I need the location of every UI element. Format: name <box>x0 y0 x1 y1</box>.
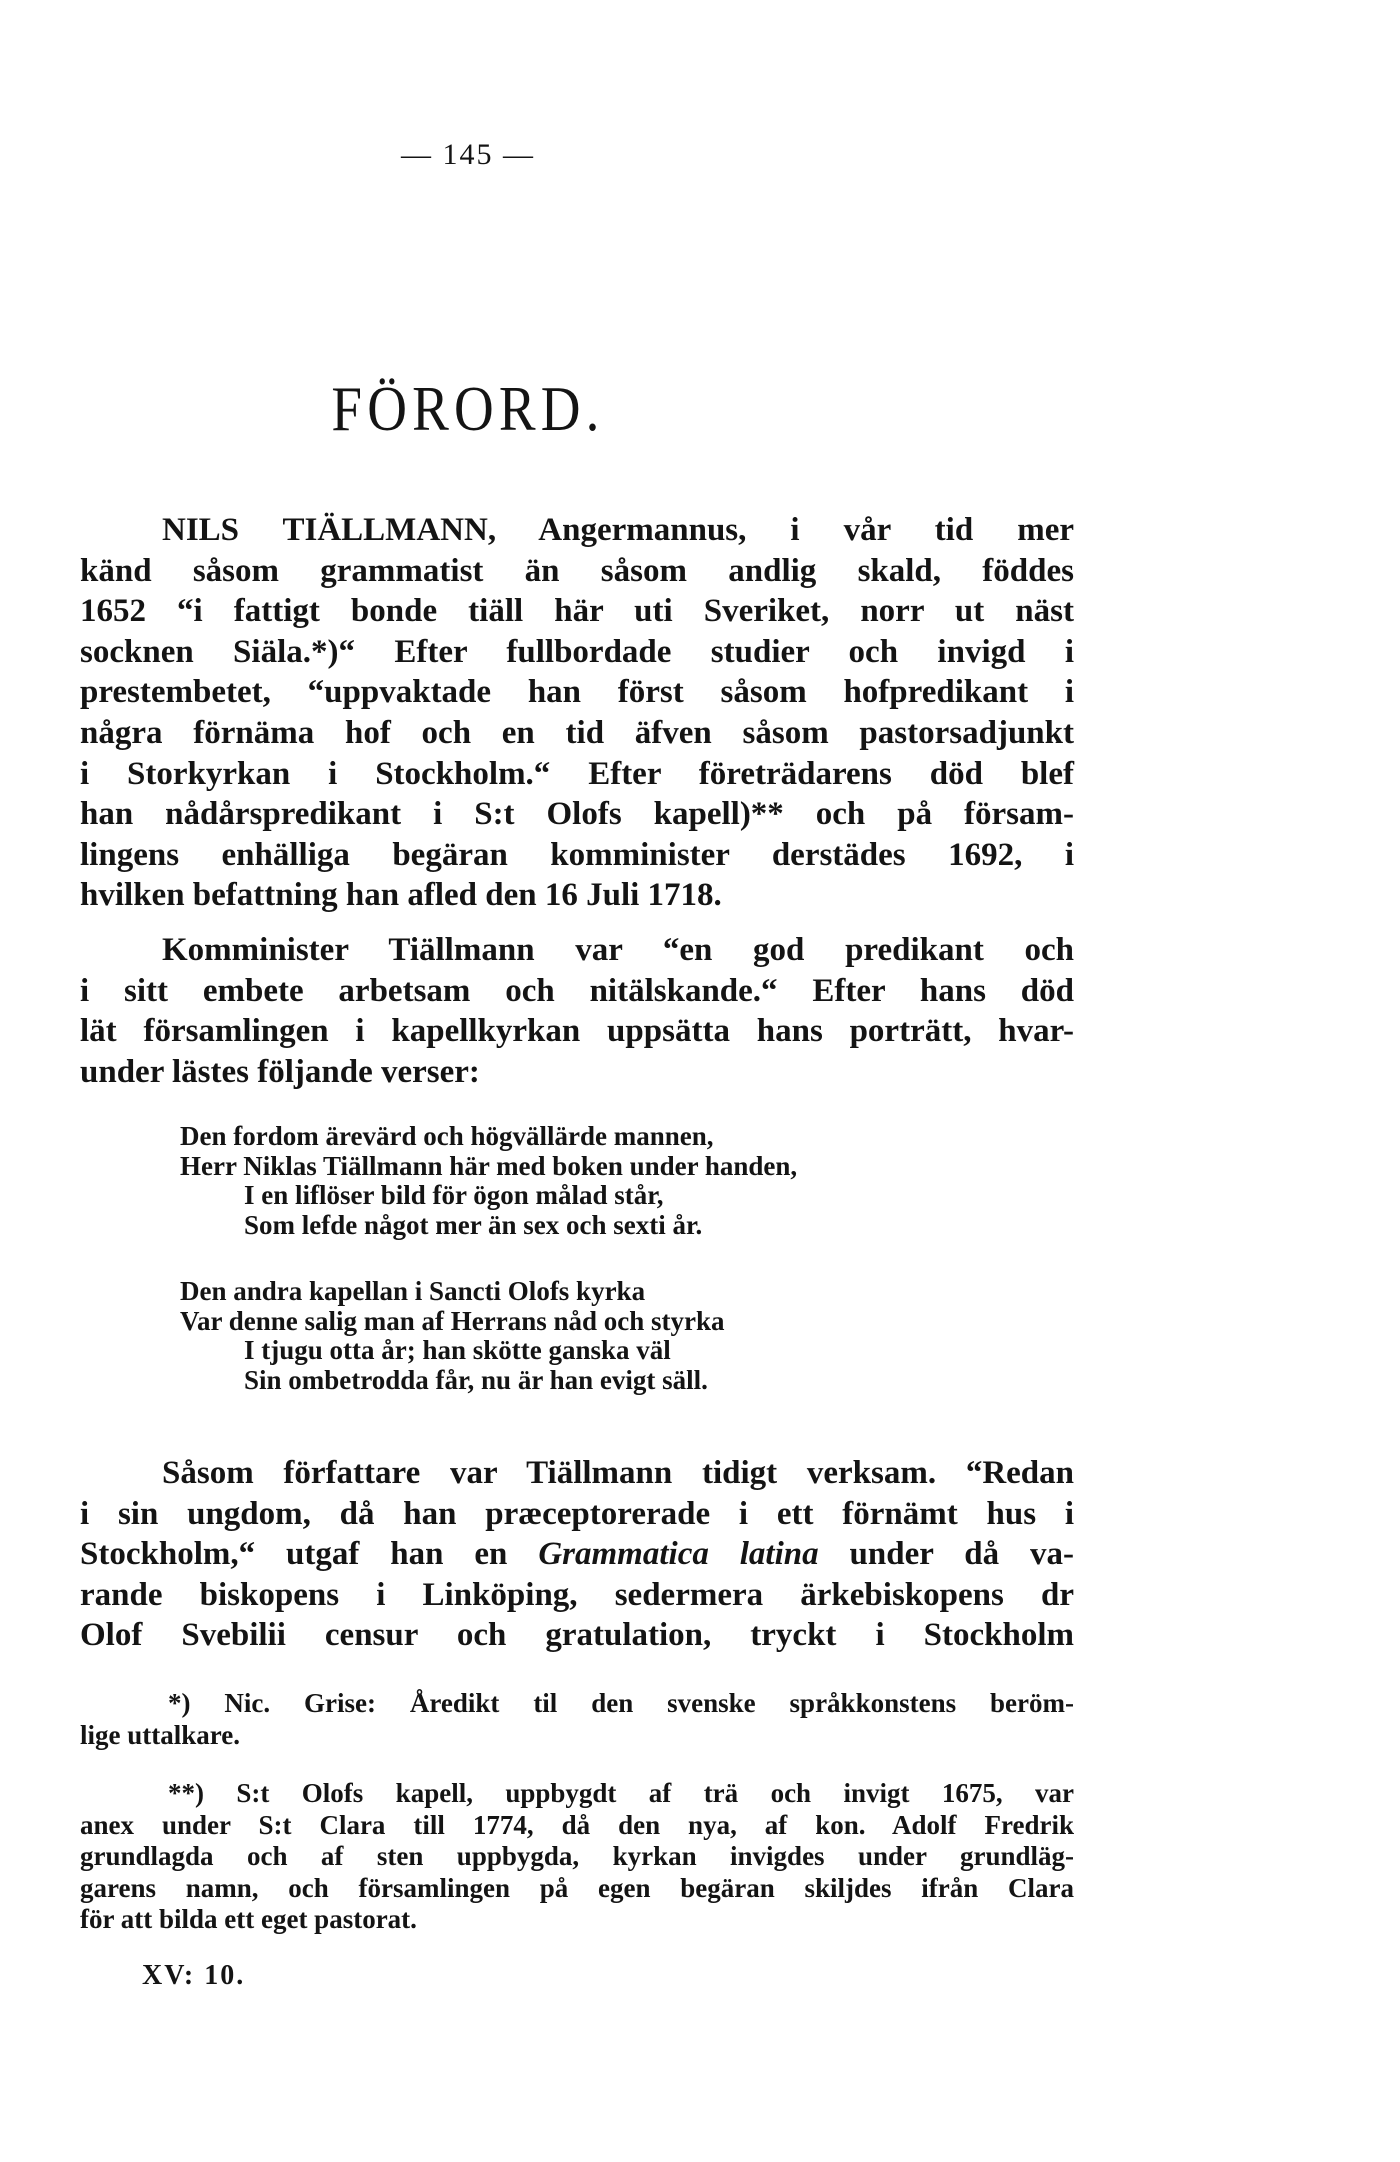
text-line: Olof Svebilii censur och gratulation, tryckt i Stockholm <box>80 1617 1074 1654</box>
verse-line: Var denne salig man af Herrans nåd och styrka <box>180 1305 725 1336</box>
footnote-line: anex under S:t Clara till 1774, då den nya, af kon. Adolf Fredrik <box>80 1809 1074 1840</box>
text-line: känd såsom grammatist än såsom andlig skald, föddes <box>80 552 1074 589</box>
footnote-line: för att bilda ett eget pastorat. <box>80 1904 417 1934</box>
signature-mark: XV: 10. <box>142 1960 246 1991</box>
page-title: FÖRORD. <box>331 373 605 444</box>
text-line: Komminister Tiällmann var “en god predikant och <box>162 932 1074 968</box>
footnote-2 <box>80 1778 1074 1936</box>
paragraph-author <box>80 1453 1074 1656</box>
text-line: Såsom författare var Tiällmann tidigt verksam. “Redan <box>162 1455 1074 1491</box>
footnote-line: grundlagda och af sten uppbygda, kyrkan invigdes under grundläg- <box>80 1841 1074 1871</box>
verse-line: Sin ombetrodda får, nu är han evigt säll. <box>244 1364 708 1395</box>
verse-stanza-1 <box>180 1122 797 1240</box>
text-line: i Storkyrkan i Stockholm.“ Efter företrädarens död blef <box>80 755 1074 792</box>
footnote-line: *) Nic. Grise: Åredikt til den svenske språkkonstens beröm- <box>168 1688 1074 1718</box>
text-fragment: Stockholm,“ utgaf han en <box>80 1536 539 1573</box>
paragraph-intro <box>80 510 1074 916</box>
book-title-italic: Grammatica latina <box>538 1536 819 1573</box>
text-line: 1652 “i fattigt bonde tiäll här uti Sveriket, norr ut näst <box>80 593 1074 630</box>
text-line: rande biskopens i Linköping, sedermera ärkebiskopens dr <box>80 1576 1074 1613</box>
verse-line: I tjugu otta år; han skötte ganska väl <box>244 1335 671 1365</box>
verse-line: Den andra kapellan i Sancti Olofs kyrka <box>180 1276 646 1306</box>
text-line: några förnäma hof och en tid äfven såsom pastorsadjunkt <box>80 714 1074 751</box>
text-line: i sin ungdom, då han præceptorerade i ett förnämt hus i <box>80 1495 1074 1532</box>
verse-line: Den fordom ärevärd och högvällärde mannen, <box>180 1121 714 1151</box>
text-line: lingens enhälliga begäran komminister derstädes 1692, i <box>80 836 1074 873</box>
verse-line: Som lefde något mer än sex och sexti år. <box>244 1209 703 1240</box>
footnote-line: lige uttalkare. <box>80 1719 240 1750</box>
page-number: — 145 — <box>401 138 535 171</box>
verse-line: I en liflöser bild för ögon målad står, <box>244 1180 664 1210</box>
text-line: NILS TIÄLLMANN, Angermannus, i vår tid mer <box>162 512 1074 548</box>
text-line: hvilken befattning han afled den 16 Juli 1718. <box>80 877 722 914</box>
footnote-line: **) S:t Olofs kapell, uppbygdt af trä och invigt 1675, var <box>168 1778 1074 1808</box>
text-line: socknen Siäla.*)“ Efter fullbordade studier och invigd i <box>80 633 1074 670</box>
text-line: lät församlingen i kapellkyrkan uppsätta hans porträtt, hvar- <box>80 1013 1074 1050</box>
text-line: prestembetet, “uppvaktade han först såsom hofpredikant i <box>80 674 1074 711</box>
paragraph-komminister <box>80 930 1074 1092</box>
text-line: under lästes följande verser: <box>80 1053 480 1090</box>
text-line: i sitt embete arbetsam och nitälskande.“ Efter hans död <box>80 972 1074 1009</box>
footnote-1 <box>80 1688 1074 1751</box>
text-line: han nådårspredikant i S:t Olofs kapell)** och på försam- <box>80 796 1074 833</box>
verse-line: Herr Niklas Tiällmann här med boken under handen, <box>180 1150 798 1181</box>
text-fragment: under då va- <box>818 1536 1074 1573</box>
footnote-line: garens namn, och församlingen på egen begäran skiljdes ifrån Clara <box>80 1872 1074 1903</box>
text-line-with-title <box>80 1534 1074 1575</box>
verse-stanza-2 <box>180 1277 725 1395</box>
